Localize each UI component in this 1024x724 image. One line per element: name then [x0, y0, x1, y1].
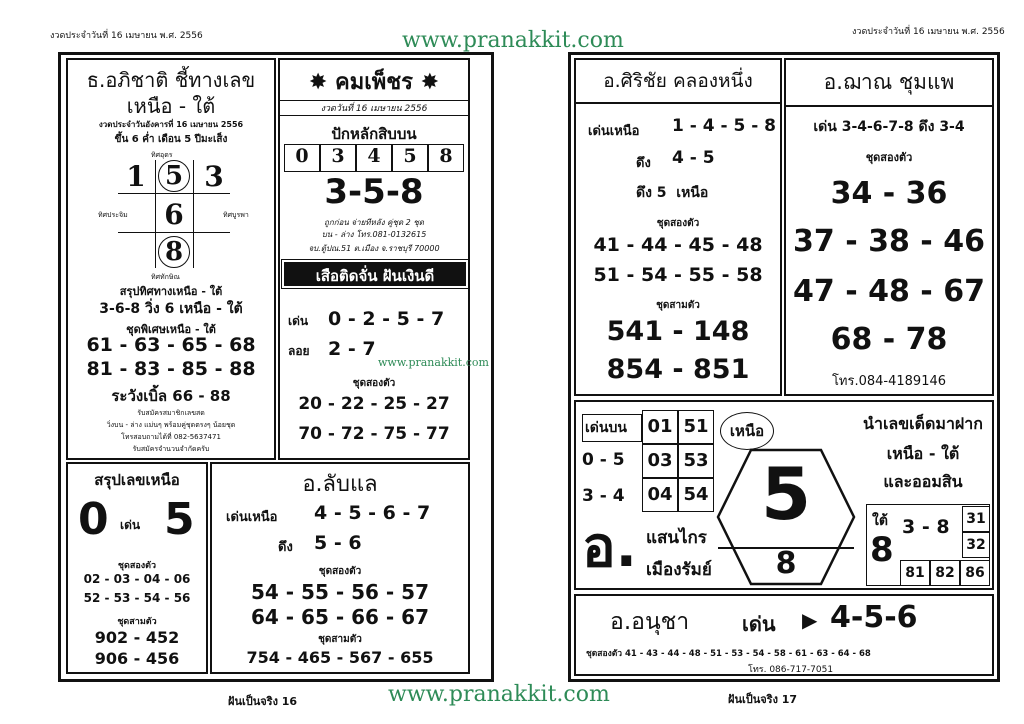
watermark-top[interactable]: www.pranakkit.com [402, 28, 624, 53]
panel5-two-1: 41 - 44 - 45 - 48 [593, 234, 763, 256]
digit-box-2: 3 [320, 144, 356, 172]
panel1-foot-4: รับสมัครจำนวนจำกัดครับ [132, 445, 210, 453]
digit-box-5: 8 [428, 144, 464, 172]
panel1-foot-2: วิ่งบน - ล่าง แม่นๆ พร้อมคู่ชุดตรงๆ น้อยชุด [106, 421, 236, 429]
panel7-north: เหนือ [720, 412, 774, 450]
panel1-title1: ธ.อภิชาติ ชี้ทางเลข [86, 68, 256, 92]
panel1-row-2: 81 - 83 - 85 - 88 [86, 358, 256, 380]
panel2-tens-label: ปักหลักสิบบน [331, 125, 417, 143]
grid-digit-1: 1 [126, 160, 146, 193]
panel7-name-1: แสนไกร [646, 528, 707, 548]
grid-line-h1 [118, 193, 230, 194]
panel5-pull2: ดึง 5 เหนือ [636, 185, 709, 201]
left-page-number: ฝันเป็นจริง 16 [228, 695, 298, 708]
panel7-south-r1: 31 [962, 506, 990, 532]
panel4-three: 754 - 465 - 567 - 655 [246, 648, 434, 667]
panel2-note-3: จบ.ตู้ปณ.51 ต.เมือง จ.ราชบุรี 70000 [308, 244, 440, 253]
panel2-digit-row [284, 144, 464, 172]
digit-box-3: 4 [356, 144, 392, 172]
panel1-beware: ระวังเบิ้ล 66 - 88 [111, 387, 231, 405]
dir-north: ทิศอุดร [151, 151, 173, 159]
panel6-row-3: 47 - 48 - 67 [793, 274, 985, 309]
panel7-bring-2: เหนือ - ใต้ [886, 444, 960, 463]
panel1-row-1: 61 - 63 - 65 - 68 [86, 334, 256, 356]
panel-summary-north [66, 462, 208, 674]
watermark-bottom[interactable]: www.pranakkit.com [388, 682, 610, 707]
panel4-pull: 5 - 6 [314, 532, 362, 554]
panel5-two-2: 51 - 54 - 55 - 58 [593, 264, 763, 286]
panel2-pair-label: ชุดสองตัว [352, 378, 396, 389]
panel7-south-label: ใต้ [872, 513, 888, 529]
panel5-lead: 1 - 4 - 5 - 8 [672, 116, 776, 136]
panel2-lead-label: เด่น [288, 314, 309, 328]
panel1-main: 3-6-8 วิ่ง 6 เหนือ - ใต้ [99, 301, 243, 317]
grid-digit-2: 5 [158, 160, 190, 192]
panel-khomphet [278, 58, 470, 460]
panel4-pull-label: ดึง [278, 540, 293, 555]
panel7-hex-big: 5 [760, 452, 812, 536]
panel3-three-label: ชุดสามตัว [117, 617, 157, 627]
panel4-two-1: 54 - 55 - 56 - 57 [250, 580, 429, 604]
panel6-two-label: ชุดสองตัว [865, 151, 913, 164]
grid-digit-bottom: 8 [158, 236, 190, 268]
dir-south: ทิศทักษิณ [151, 273, 181, 281]
panel6-row-1: 34 - 36 [830, 176, 948, 211]
panel5-two-label: ชุดสองตัว [656, 218, 700, 229]
panel2-title: คมเพ็ชร [335, 70, 413, 95]
panel4-title: อ.ลับแล [302, 472, 378, 497]
panel2-float-label: ลอย [288, 344, 310, 358]
panel2-note-1: ถูกก่อน จ่ายทีหลัง คู่ชุด 2 ชุด [324, 218, 424, 227]
star-icon-right: ✸ [420, 70, 440, 95]
panel5-lead-label: เด่นเหนือ [588, 124, 640, 139]
grid-line-h2 [118, 232, 230, 233]
panel1-foot-3: โทรสอบถามได้ที่ 082-5637471 [121, 433, 221, 441]
panel7-south-b2: 82 [930, 560, 960, 586]
panel3-two-1: 02 - 03 - 04 - 06 [83, 572, 191, 586]
panel6-row-2: 37 - 38 - 46 [793, 224, 985, 259]
panel5-three-label: ชุดสามตัว [656, 300, 700, 311]
panel4-two-label: ชุดสองตัว [318, 566, 362, 577]
panel7-south-big: 8 [870, 530, 894, 570]
panel3-mid: เด่น [120, 518, 141, 532]
panel3-two-2: 52 - 53 - 54 - 56 [83, 591, 191, 605]
panel7-bring-1: นำเลขเด็ดมาฝาก [863, 414, 983, 433]
panel2-date: งวดวันที่ 16 เมษายน 2556 [280, 100, 468, 116]
grid-digit-center: 6 [164, 198, 184, 231]
panel7-cell-3: 03 [642, 444, 678, 478]
star-icon-left: ✸ [308, 70, 328, 95]
panel7-cell-1: 01 [642, 410, 678, 444]
panel4-three-label: ชุดสามตัว [318, 634, 362, 645]
panel5-pull1-label: ดึง [636, 156, 651, 171]
panel2-note-2: บน - ล่าง โทร.081-0132615 [321, 230, 427, 239]
play-arrow-icon: ▶ [802, 608, 818, 632]
panel6-phone: โทร.084-4189146 [831, 374, 947, 389]
panel5-three-2: 854 - 851 [606, 354, 750, 385]
panel8-lead: 4-5-6 [830, 600, 918, 635]
panel2-pair-1: 20 - 22 - 25 - 27 [298, 394, 450, 414]
panel4-two-2: 64 - 65 - 66 - 67 [250, 605, 429, 629]
right-date: งวดประจำวันที่ 16 เมษายน พ.ศ. 2556 [852, 27, 1005, 37]
panel5-pull1: 4 - 5 [672, 148, 715, 168]
panel1-title2: เหนือ - ใต้ [126, 94, 216, 118]
panel4-lead-label: เด่นเหนือ [226, 510, 278, 525]
dir-east: ทิศบูรพา [223, 211, 249, 219]
panel8-lead-label: เด่น [742, 612, 776, 636]
panel7-south-mid: 3 - 8 [902, 516, 950, 538]
panel2-big: 3-5-8 [324, 172, 424, 212]
panel7-hex-small: 8 [775, 546, 797, 581]
panel2-pair-2: 70 - 72 - 75 - 77 [298, 424, 450, 444]
panel7-bring-3: และออมสิน [883, 472, 963, 491]
panel2-title-row [280, 64, 468, 99]
panel2-lead: 0 - 2 - 5 - 7 [328, 308, 445, 330]
panel7-cell-5: 04 [642, 478, 678, 512]
digit-box-4: 5 [392, 144, 428, 172]
panel1-summary: สรุปทิศทางเหนือ - ใต้ [119, 285, 223, 298]
panel-apichat [66, 58, 276, 460]
panel-chan [784, 58, 994, 396]
grid-line-v2 [193, 160, 194, 268]
grid-digit-3: 3 [204, 160, 224, 193]
panel-lablae [210, 462, 470, 674]
panel7-cell-6: 54 [678, 478, 714, 512]
panel2-banner: เสือติดจั่น ฝันเงินดี [282, 260, 468, 288]
panel5-title: อ.ศิริชัย คลองหนึ่ง [576, 66, 780, 104]
panel3-big-right: 5 [164, 494, 195, 545]
panel6-row-4: 68 - 78 [830, 322, 948, 357]
dir-west: ทิศประจิม [98, 211, 128, 219]
panel1-special-label: ชุดพิเศษเหนือ - ใต้ [126, 323, 216, 336]
panel8-sets: ชุดสองตัว 41 - 43 - 44 - 48 - 51 - 53 - 54 - 58 - 61 - 63 - 64 - 68 [586, 649, 871, 659]
panel7-label-r3: 3 - 4 [582, 486, 625, 506]
panel5-three-1: 541 - 148 [606, 316, 750, 347]
panel3-title: สรุปเลขเหนือ [94, 471, 180, 489]
left-date: งวดประจำวันที่ 16 เมษายน พ.ศ. 2556 [50, 31, 203, 41]
digit-box-1: 0 [284, 144, 320, 172]
panel1-date: งวดประจำวันอังคารที่ 16 เมษายน 2556 [98, 120, 244, 129]
panel1-foot-1: รับสมัครสมาชิกเลขสด [137, 409, 205, 417]
panel7-cell-4: 53 [678, 444, 714, 478]
panel7-name-2: เมืองรัมย์ [646, 560, 712, 580]
panel3-three-1: 902 - 452 [94, 628, 180, 647]
panel2-float: 2 - 7 [328, 338, 376, 360]
panel1-moon: ขึ้น 6 ค่ำ เดือน 5 ปีมะเส็ง [114, 134, 228, 145]
watermark-mid[interactable]: www.pranakkit.com [378, 356, 489, 369]
grid-line-v1 [155, 160, 156, 268]
panel-sirichai [574, 58, 782, 396]
panel8-title: อ.อนุชา [610, 609, 690, 635]
panel-anucha [574, 594, 994, 676]
panel6-title: อ.ฌาณ ชุมแพ [786, 66, 992, 107]
panel7-south-b1: 81 [900, 560, 930, 586]
panel7-cell-2: 51 [678, 410, 714, 444]
panel6-lead: เด่น 3-4-6-7-8 ดึง 3-4 [813, 119, 965, 135]
panel-saenkrai [574, 400, 994, 590]
right-page-number: ฝันเป็นจริง 17 [728, 693, 798, 706]
panel3-three-2: 906 - 456 [94, 649, 180, 668]
panel7-south-b3: 86 [960, 560, 990, 586]
panel7-label-top: เด่นบน [582, 414, 642, 442]
panel7-logo: อ. [582, 515, 637, 580]
panel3-two-label: ชุดสองตัว [117, 561, 157, 571]
panel7-label-r2: 0 - 5 [582, 450, 625, 470]
panel3-big-left: 0 [78, 494, 109, 545]
panel7-south-r2: 32 [962, 532, 990, 558]
panel8-phone: โทร. 086-717-7051 [748, 665, 834, 675]
panel4-lead: 4 - 5 - 6 - 7 [314, 502, 431, 524]
